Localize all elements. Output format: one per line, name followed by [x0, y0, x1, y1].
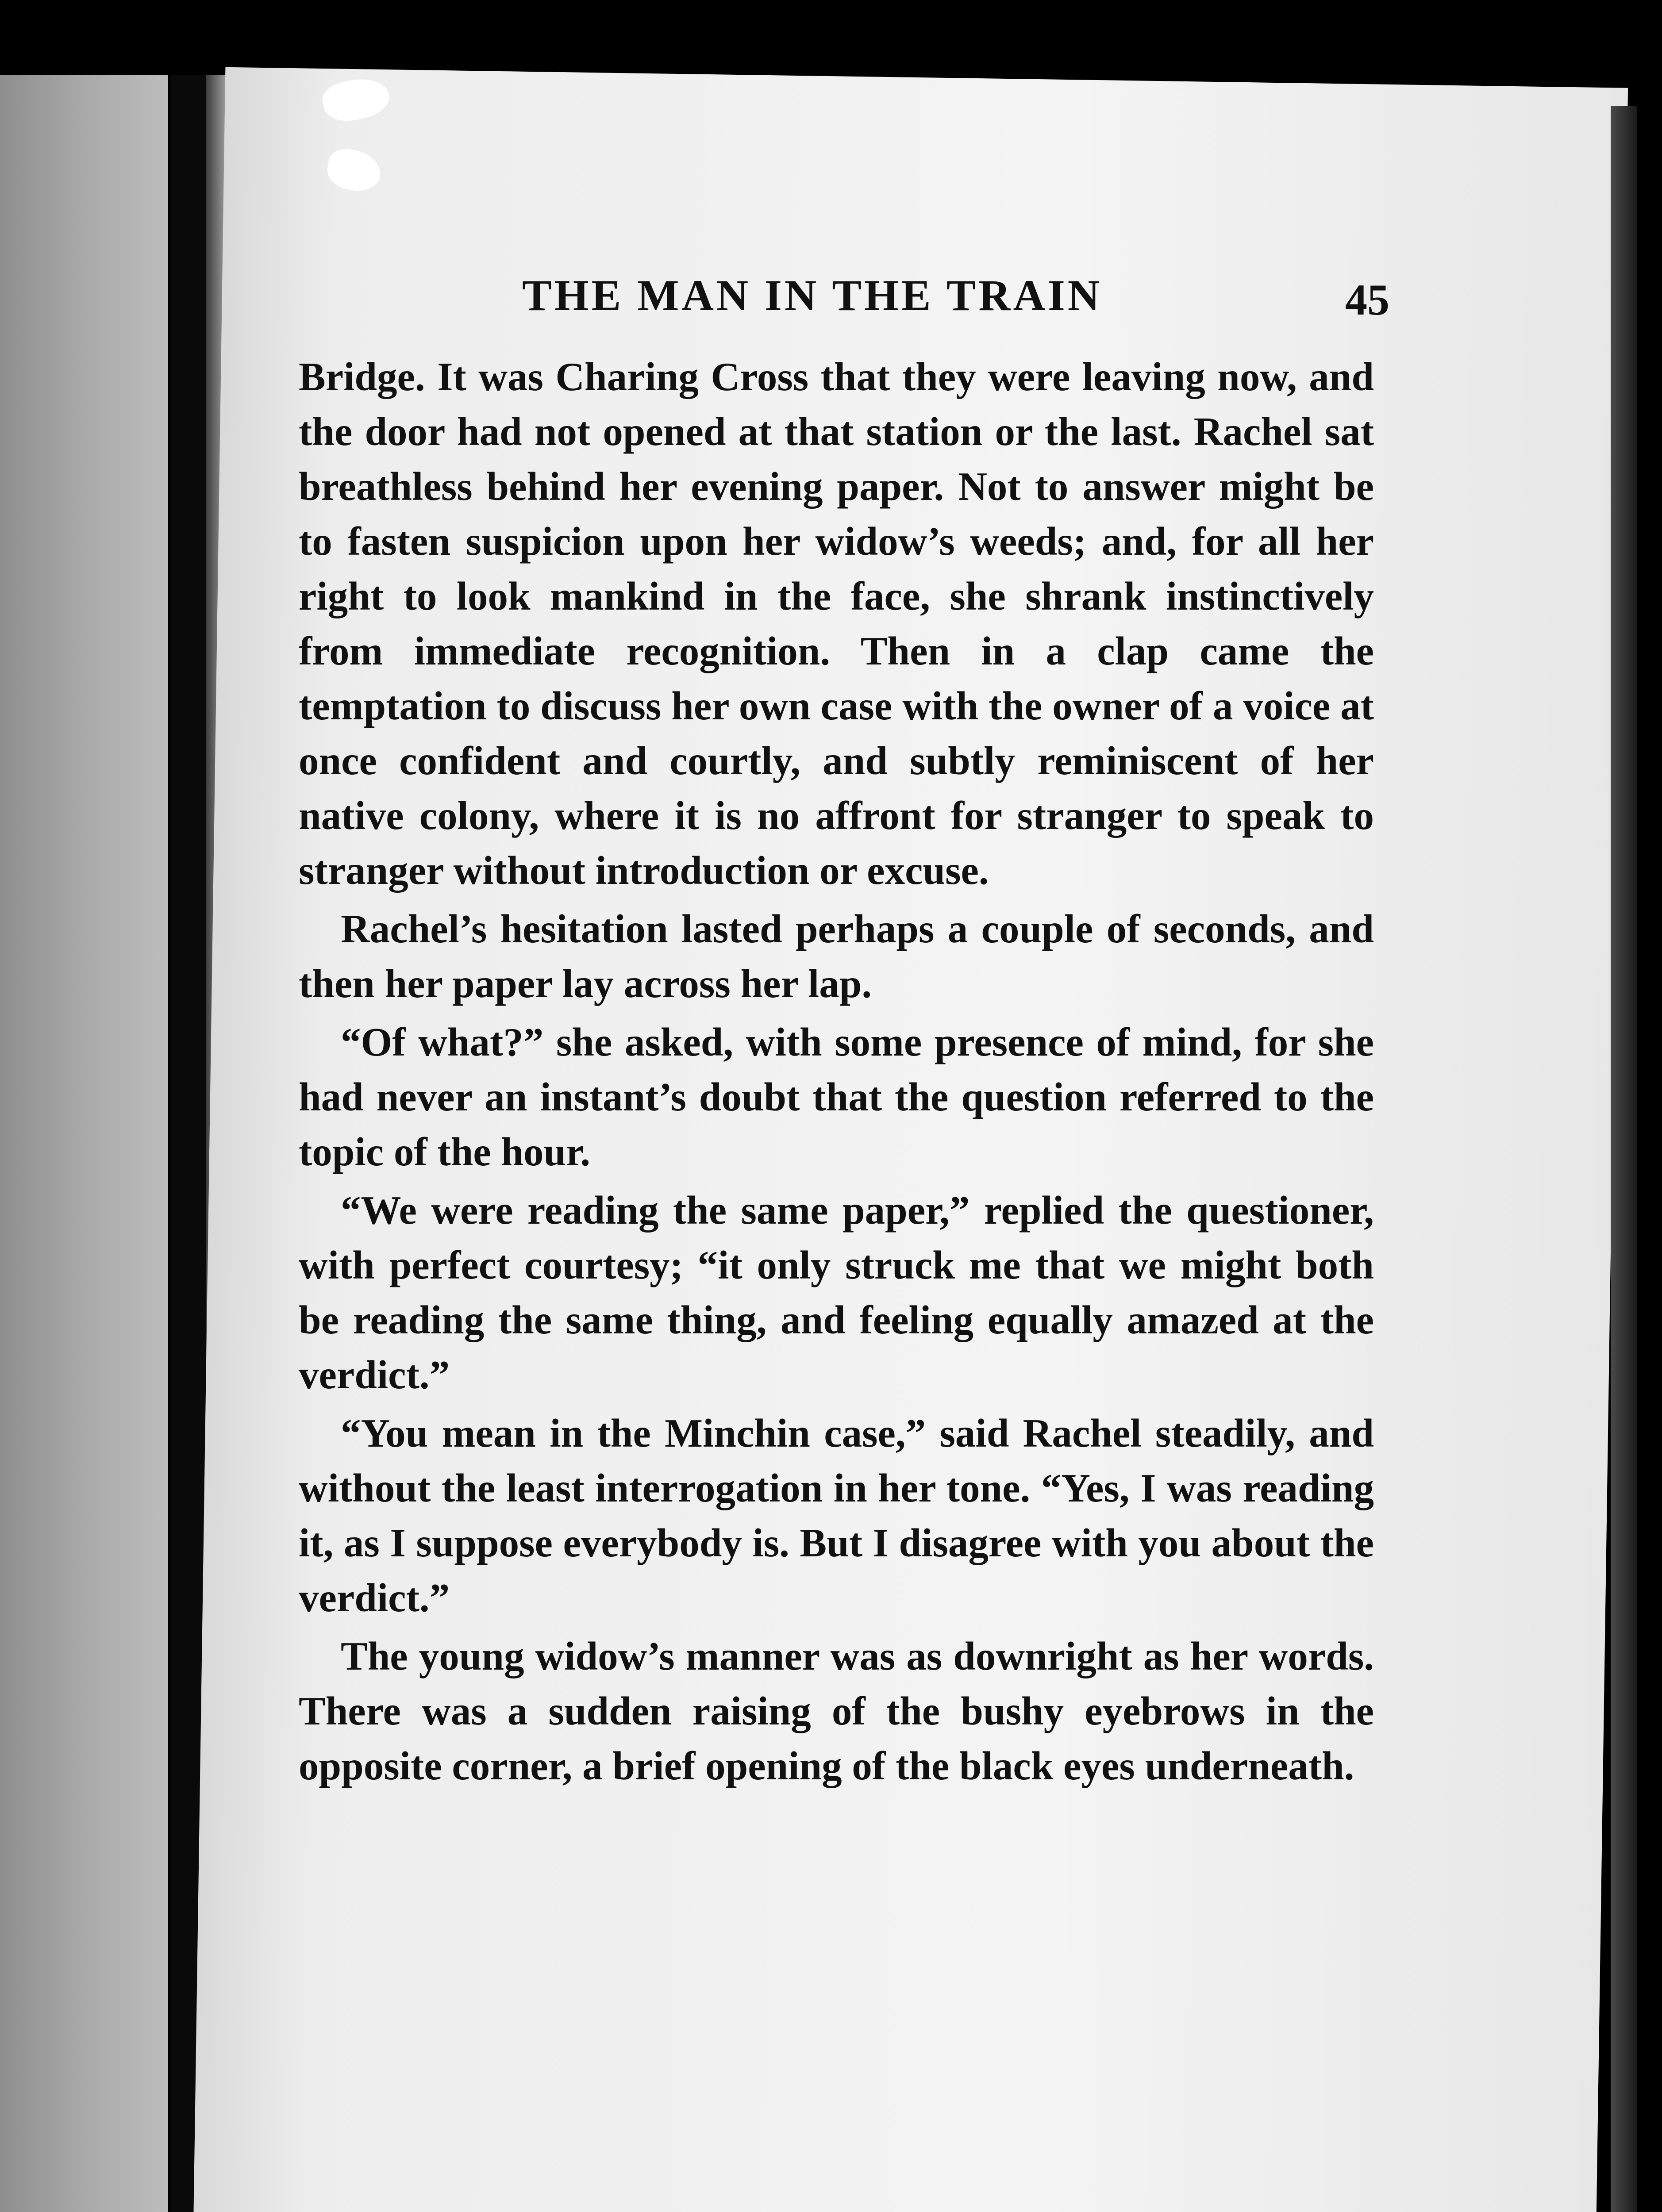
dust-speck [319, 73, 392, 126]
running-title: THE MAN IN THE TRAIN [522, 271, 1102, 320]
paragraph: “You mean in the Minchin case,” said Rachel steadily, and without the least interrogation in her tone. “Yes, I was reading it, as I suppose everybody is. But I disagree with you about the verdict.” [299, 1411, 1374, 1620]
previous-page-edge [0, 75, 168, 2212]
paragraph: “Of what?” she asked, with some presence of mind, for she had never an instant’s doubt that the question referred to the topic of the hour. [299, 1020, 1374, 1174]
page-body [299, 349, 1374, 1797]
paragraph: The young widow’s manner was as downright as her words. There was a sudden raising of the bushy eyebrows in the opposite corner, a brief opening of the black eyes underneath. [299, 1634, 1374, 1788]
page-number: 45 [1345, 275, 1389, 324]
scan-artifact [319, 80, 407, 212]
dust-speck [324, 146, 384, 194]
paragraph: “We were reading the same paper,” replied the questioner, with perfect courtesy; “it only struck me that we might both be reading the same thing, and feeling equally amazed at the verdict.” [299, 1188, 1374, 1397]
page-header [310, 270, 1389, 332]
page-edge-right [1611, 106, 1637, 2212]
paragraph: Bridge. It was Charing Cross that they were leaving now, and the door had not opened at that station or the last. Rachel sat breathless behind her evening paper. Not to answer might be to fasten suspicion upon her widow’s weeds; and, for all her right to look mankind in the face, she shrank instinctively from immediate recognition. Then in a clap came the temptation to discuss her own case with the owner of a voice at once confident and courtly, and subtly reminiscent of her native colony, where it is no affront for stranger to speak to stranger without introduction or excuse. [299, 354, 1374, 893]
paragraph: Rachel’s hesitation lasted perhaps a couple of seconds, and then her paper lay across her lap. [299, 906, 1374, 1006]
